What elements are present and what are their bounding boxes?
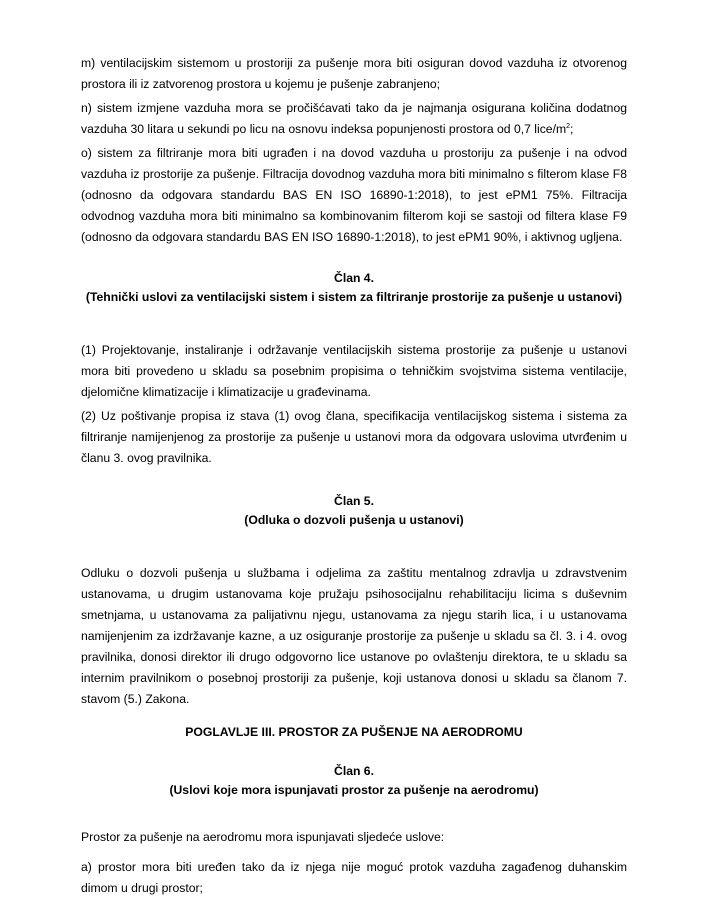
superscript: 2 [566, 122, 571, 130]
item-o: o) sistem za filtriranje mora biti ugrađen i na dovod vazduha u prostoriju za pušenje i na odvod vazduha iz prostorije za pušenje. Filtracija dovodnog vazduha mora biti minimalno s filterom klase F8 (odnosno da odgovara standardu BAS EN ISO 16890-1:2018), to jest ePM1 75%. Filtracija odvodnog vazduha mora biti minimalno sa kombinovanim filterom koji se sastoji od filtera klase F9 (odnosno da odgovara standardu BAS EN ISO 16890-1:2018), to jest ePM1 90%, i aktivnog uglјena. [81, 146, 627, 244]
clan-6-subtitle: (Uslovi koje mora ispunjavati prostor za pušenje na aerodromu) [169, 783, 539, 797]
clan-4-paragraph-1: (1) Projektovanje, instaliranje i održavanje ventilacijskih sistema prostorije za pušenje u ustanovi mora biti provedeno u skladu sa posebnim propisima o tehničkim svojstvima sistema ventilacije, djelomične klimatizacije i klimatizacije u građevinama. [81, 343, 627, 399]
clan-6-intro: Prostor za pušenje na aerodromu mora ispunjavati sljedeće uslove: [81, 830, 445, 844]
clan-4-paragraph-2: (2) Uz poštivanje propisa iz stava (1) ovog člana, specifikacija ventilacijskog sistema i sistema za filtriranje namijenjenog za prostorije za pušenje u ustanovi mora da odgovara uslovima utvrđenim u članu 3. ovog pravilnika. [81, 409, 627, 465]
clan-4-subtitle: (Tehnički uslovi za ventilacijski sistem i sistem za filtriranje prostorije za pušenje u ustanovi) [85, 290, 623, 304]
item-n-end: ; [570, 122, 574, 136]
clan-5-paragraph: Odluku o dozvoli pušenja u službama i odjelima za zaštitu mentalnog zdravlja u zdravstvenim ustanovama, u drugim ustanovama koje pružaju psihosocijalnu rehabilitaciju licima s duševnim smetnjama, u ustanovama za palijativnu njegu, ustanovama za njegu starih lica, i u ustanovama namijenjenim za izdržavanje kazne, a uz osiguranje prostorije za pušenje u skladu sa čl. 3. i 4. ovog pravilnika, donosi direktor ili drugo odgovorno lice ustanove po ovlaštenju direktora, te u skladu sa internim pravilnikom o posebnoj prostoriji za pušenje, koji ustanova donosi u skladu sa članom 7. stavom (5.) Zakona. [81, 566, 627, 706]
chapter-heading: POGLAVLJE III. PROSTOR ZA PUŠENJE NA AERODROMU [185, 725, 523, 739]
clan-5-subtitle: (Odluka o dozvoli pušenja u ustanovi) [244, 513, 464, 527]
item-n-text: n) sistem izmjene vazduha mora se pročišćavati tako da je najmanja osigurana količina dodatnog vazduha 30 litara u sekundi po licu na osnovu indeksa popunjenosti prostora od 0,7 lice/m [81, 101, 627, 136]
clan-4-heading: Član 4. [334, 271, 374, 285]
clan-5-heading: Član 5. [334, 494, 374, 508]
item-n [81, 98, 627, 140]
item-m: m) ventilacijskim sistemom u prostoriji za pušenje mora biti osiguran dovod vazduha iz otvorenog prostora ili iz zatvorenog prostora u kojemu je pušenje zabranjeno; [81, 56, 627, 91]
item-a: a) prostor mora biti uređen tako da iz njega nije moguć protok vazduha zagađenog duhanskim dimom u drugi prostor; [81, 860, 627, 895]
clan-6-heading: Član 6. [334, 764, 374, 778]
